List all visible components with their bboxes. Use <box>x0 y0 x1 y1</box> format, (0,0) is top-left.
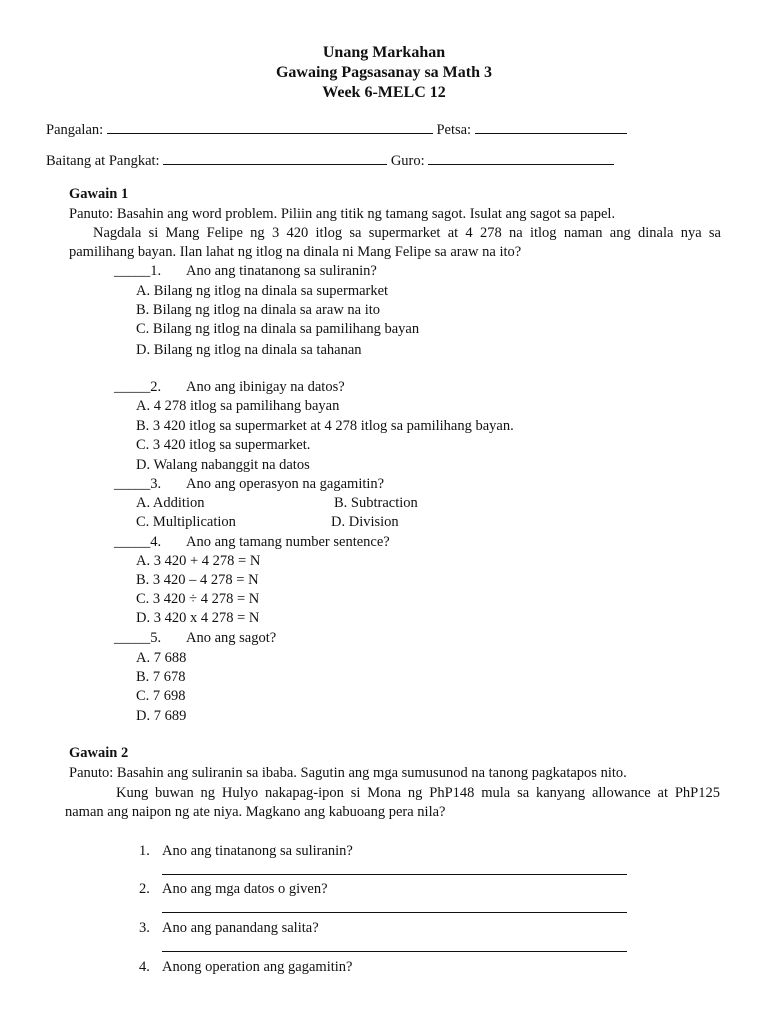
q3-option-a: A. Addition <box>136 495 205 511</box>
name-field-row <box>46 119 627 139</box>
q3-option-d: D. Division <box>331 514 399 530</box>
q4-option-c: C. 3 420 ÷ 4 278 = N <box>136 591 260 607</box>
q5-option-a: A. 7 688 <box>136 650 187 666</box>
gawain2-problem-line2: naman ang naipon ng ate niya. Magkano ang kabuoang pera nila? <box>65 804 446 820</box>
q5-option-b: B. 7 678 <box>136 669 186 685</box>
teacher-label: Guro: <box>390 153 425 169</box>
q2-question: Ano ang ibinigay na datos? <box>186 379 345 395</box>
q5-option-d: D. 7 689 <box>136 708 187 724</box>
q1-question: Ano ang tinatanong sa suliranin? <box>186 263 377 279</box>
worksheet-title-subject: Gawaing Pagsasanay sa Math 3 <box>275 64 493 81</box>
g2-q1-number: 1. <box>139 843 150 859</box>
q2-option-a: A. 4 278 itlog sa pamilihang bayan <box>136 398 340 414</box>
g2-q1-answer-line[interactable] <box>162 874 627 875</box>
q4-question: Ano ang tamang number sentence? <box>186 534 390 550</box>
gawain2-instruction: Panuto: Basahin ang suliranin sa ibaba. Sagutin ang mga sumusunod na tanong pagkatapos nito. <box>69 765 627 781</box>
grade-label: Baitang at Pangkat: <box>46 153 160 169</box>
q1-number[interactable]: _____1. <box>114 263 162 279</box>
gawain1-problem-line1: Nagdala si Mang Felipe ng 3 420 itlog sa supermarket at 4 278 na itlog naman ang dinala nya sa <box>93 225 721 241</box>
q4-number[interactable]: _____4. <box>114 534 162 550</box>
worksheet-title-quarter: Unang Markahan <box>322 44 446 61</box>
q2-number[interactable]: _____2. <box>114 379 162 395</box>
date-blank[interactable] <box>475 119 627 134</box>
gawain2-problem-line1: Kung buwan ng Hulyo nakapag-ipon si Mona ng PhP148 mula sa kanyang allowance at PhP125 <box>116 785 720 801</box>
name-blank[interactable] <box>107 119 433 134</box>
q3-number[interactable]: _____3. <box>114 476 162 492</box>
gawain1-title: Gawain 1 <box>69 186 129 202</box>
g2-q2-answer-line[interactable] <box>162 912 627 913</box>
q3-question: Ano ang operasyon na gagamitin? <box>186 476 385 492</box>
g2-q2-number: 2. <box>139 881 150 897</box>
q5-option-c: C. 7 698 <box>136 688 186 704</box>
q1-option-b: B. Bilang ng itlog na dinala sa araw na ito <box>136 302 381 318</box>
g2-q3-answer-line[interactable] <box>162 951 627 952</box>
g2-q3-number: 3. <box>139 920 150 936</box>
g2-q4-number: 4. <box>139 959 150 975</box>
q3-option-c: C. Multiplication <box>136 514 236 530</box>
q1-option-d: D. Bilang ng itlog na dinala sa tahanan <box>136 342 362 358</box>
q5-question: Ano ang sagot? <box>186 630 277 646</box>
g2-q3-text: Ano ang panandang salita? <box>162 920 319 936</box>
q1-option-c: C. Bilang ng itlog na dinala sa pamilihang bayan <box>136 321 420 337</box>
gawain1-instruction: Panuto: Basahin ang word problem. Piliin ang titik ng tamang sagot. Isulat ang sagot sa papel. <box>69 206 616 222</box>
gawain1-problem-line2: pamilihang bayan. Ilan lahat ng itlog na dinala ni Mang Felipe sa araw na ito? <box>69 244 522 260</box>
q2-option-c: C. 3 420 itlog sa supermarket. <box>136 437 311 453</box>
teacher-blank[interactable] <box>428 150 614 165</box>
g2-q4-text: Anong operation ang gagamitin? <box>162 959 353 975</box>
q2-option-b: B. 3 420 itlog sa supermarket at 4 278 itlog sa pamilihang bayan. <box>136 418 514 434</box>
date-label: Petsa: <box>436 122 472 138</box>
name-label: Pangalan: <box>46 122 104 138</box>
gawain2-title: Gawain 2 <box>69 745 129 761</box>
q5-number[interactable]: _____5. <box>114 630 162 646</box>
q4-option-b: B. 3 420 – 4 278 = N <box>136 572 259 588</box>
q4-option-d: D. 3 420 x 4 278 = N <box>136 610 260 626</box>
q3-option-b: B. Subtraction <box>334 495 418 511</box>
grade-field-row <box>46 150 614 170</box>
worksheet-title-week: Week 6-MELC 12 <box>322 84 446 101</box>
q1-option-a: A. Bilang ng itlog na dinala sa supermarket <box>136 283 389 299</box>
q4-option-a: A. 3 420 + 4 278 = N <box>136 553 261 569</box>
g2-q1-text: Ano ang tinatanong sa suliranin? <box>162 843 353 859</box>
q2-option-d: D. Walang nabanggit na datos <box>136 457 310 473</box>
grade-blank[interactable] <box>163 150 387 165</box>
g2-q2-text: Ano ang mga datos o given? <box>162 881 328 897</box>
